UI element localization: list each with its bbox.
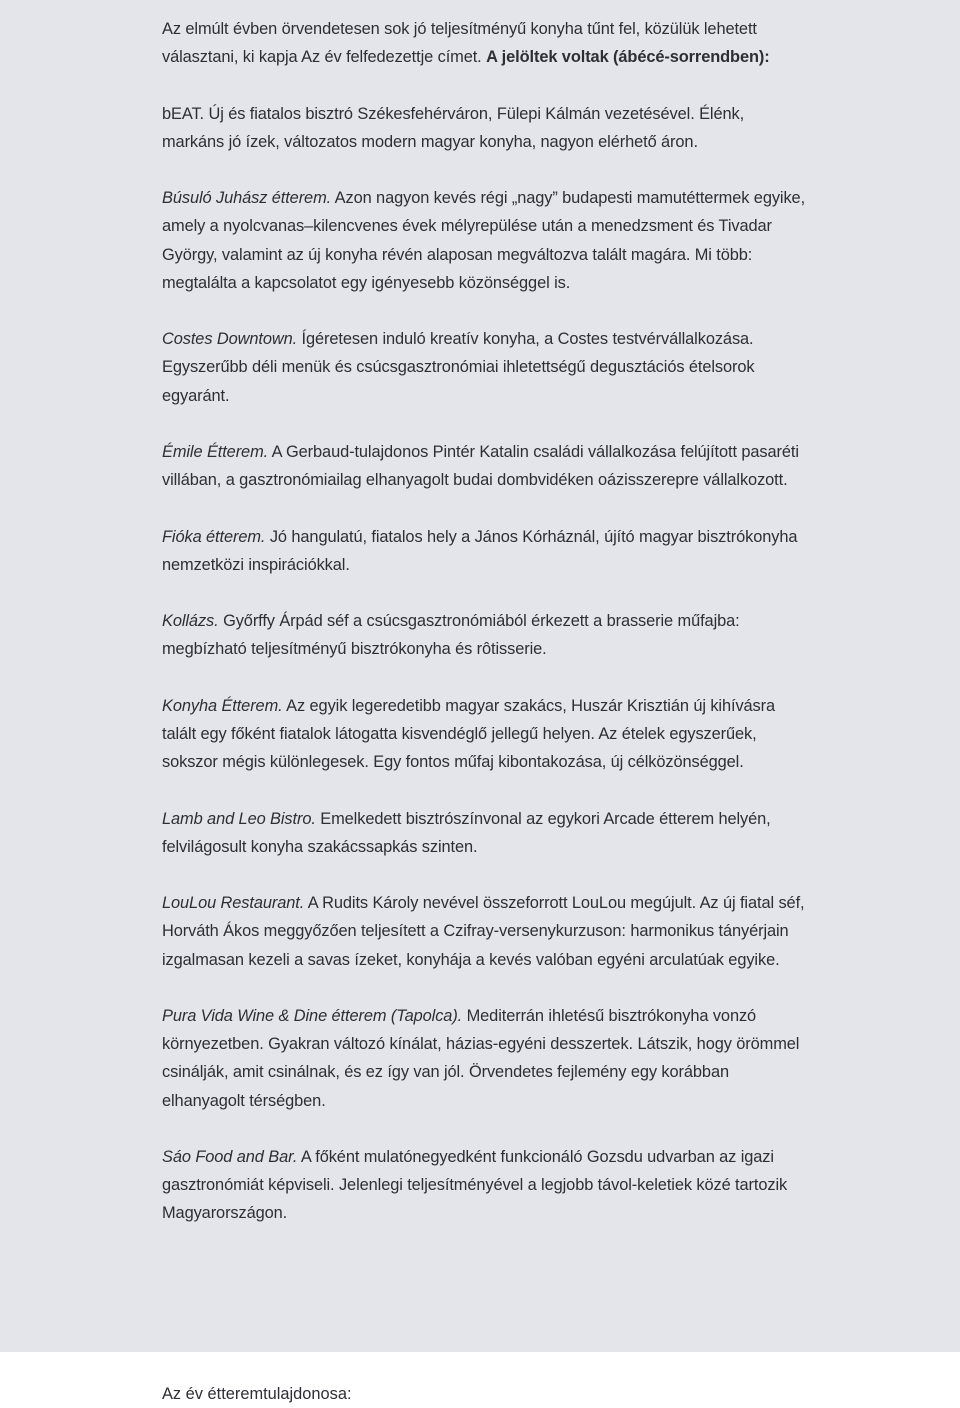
nominee-name: Fióka étterem. [162, 527, 266, 546]
nominee-name: Konyha Étterem. [162, 696, 283, 715]
next-section [0, 1352, 960, 1405]
nominee-description: A Gerbaud-tulajdonos Pintér Katalin családi vállalkozása felújított pasaréti villában, a gasztronómiailag elhanyagolt budai dombvidéken oázisszerepre vállalkozott. [162, 442, 799, 490]
nominee-description: Az egyik legeredetibb magyar szakács, Huszár Krisztián új kihívásra talált egy főként fiatalok látogatta kisvendéglő jellegű helyen. Az ételek egyszerűek, sokszor mégis különlegesek. Egy fontos műfaj kibontakozása, új célközönséggel. [162, 696, 776, 772]
nominee-name: LouLou Restaurant. [162, 894, 305, 913]
nominee-name: Sáo Food and Bar. [162, 1147, 298, 1166]
nominee-paragraph [162, 438, 807, 494]
nominees-content [162, 15, 807, 1256]
intro-bold-text: A jelöltek voltak (ábécé-sorrendben): [486, 48, 770, 67]
nominee-name: bEAT. [162, 104, 205, 123]
intro-text: Az elmúlt évben örvendetesen sok jó teljesítményű konyha tűnt fel, közülük lehetett választani, ki kapja Az év felfedezettje címet. [162, 20, 757, 67]
nominee-description: Új és fiatalos bisztró Székesfehérváron, Fülepi Kálmán vezetésével. Élénk, markáns jó ízek, változatos modern magyar konyha, nagyon elérhető áron. [162, 104, 745, 151]
next-section-heading: Az év étteremtulajdonosa: [162, 1385, 352, 1403]
nominee-description: A Rudits Károly nevével összeforrott LouLou megújult. Az új fiatal séf, Horváth Ákos meggyőzően teljesített a Czifray-versenykurzuson: harmonikus tányérjain izgalmasan kezeli a savas ízeket, konyhája a kevés valóban egyéni arculatúak egyike. [162, 894, 805, 969]
nominee-description: Ígéretesen induló kreatív konyha, a Costes testvérvállalkozása. Egyszerűbb déli menük és csúcsgasztronómiai ihletettségű degusztációs ételsorok egyaránt. [162, 330, 755, 405]
nominee-description: Azon nagyon kevés régi „nagy” budapesti mamutéttermek egyike, amely a nyolcvanas–kilencvenes évek mélyrepülése után a menedzsment és Tivadar György, valamint az új konyha révén alaposan megváltozva talált magára. Mi több: megtalálta a kapcsolatot egy igényesebb közönséggel is. [162, 189, 806, 292]
nominee-name: Lamb and Leo Bistro. [162, 809, 316, 828]
nominee-paragraph [162, 1143, 807, 1228]
nominee-paragraph [162, 523, 807, 579]
nominee-paragraph [162, 100, 807, 156]
intro-paragraph [162, 15, 807, 71]
nominee-paragraph [162, 805, 807, 861]
nominee-paragraph [162, 692, 807, 777]
nominee-description: A főként mulatónegyedként funkcionáló Gozsdu udvarban az igazi gasztronómiát képviseli. Jelenlegi teljesítményével a legjobb távol-keletiek közé tartozik Magyarországon. [162, 1147, 788, 1223]
nominee-paragraph [162, 325, 807, 410]
nominee-name: Kollázs. [162, 612, 219, 631]
nominee-paragraph [162, 607, 807, 663]
nominee-description: Győrffy Árpád séf a csúcsgasztronómiából érkezett a brasserie műfajba: megbízható teljesítményű bisztrókonyha és rôtisserie. [162, 612, 740, 659]
nominee-name: Émile Étterem. [162, 442, 269, 461]
nominee-name: Costes Downtown. [162, 330, 298, 349]
nominee-paragraph [162, 1002, 807, 1115]
nominee-name: Búsuló Juhász étterem. [162, 189, 332, 208]
nominee-paragraph [162, 184, 807, 297]
nominee-description: Jó hangulatú, fiatalos hely a János Kórháznál, újító magyar bisztrókonyha nemzetközi inspirációkkal. [162, 527, 798, 574]
nominee-paragraph [162, 889, 807, 974]
nominee-description: Mediterrán ihletésű bisztrókonyha vonzó környezetben. Gyakran változó kínálat, házias-egyéni desszertek. Látszik, hogy örömmel csinálják, amit csinálnak, és ez így van jól. Örvendetes fejlemény egy korábban elhanyagolt térségben. [162, 1006, 800, 1110]
nominee-name: Pura Vida Wine & Dine étterem (Tapolca). [162, 1006, 463, 1025]
nominee-description: Emelkedett bisztrószínvonal az egykori Arcade étterem helyén, felvilágosult konyha szakácssapkás szinten. [162, 809, 771, 856]
